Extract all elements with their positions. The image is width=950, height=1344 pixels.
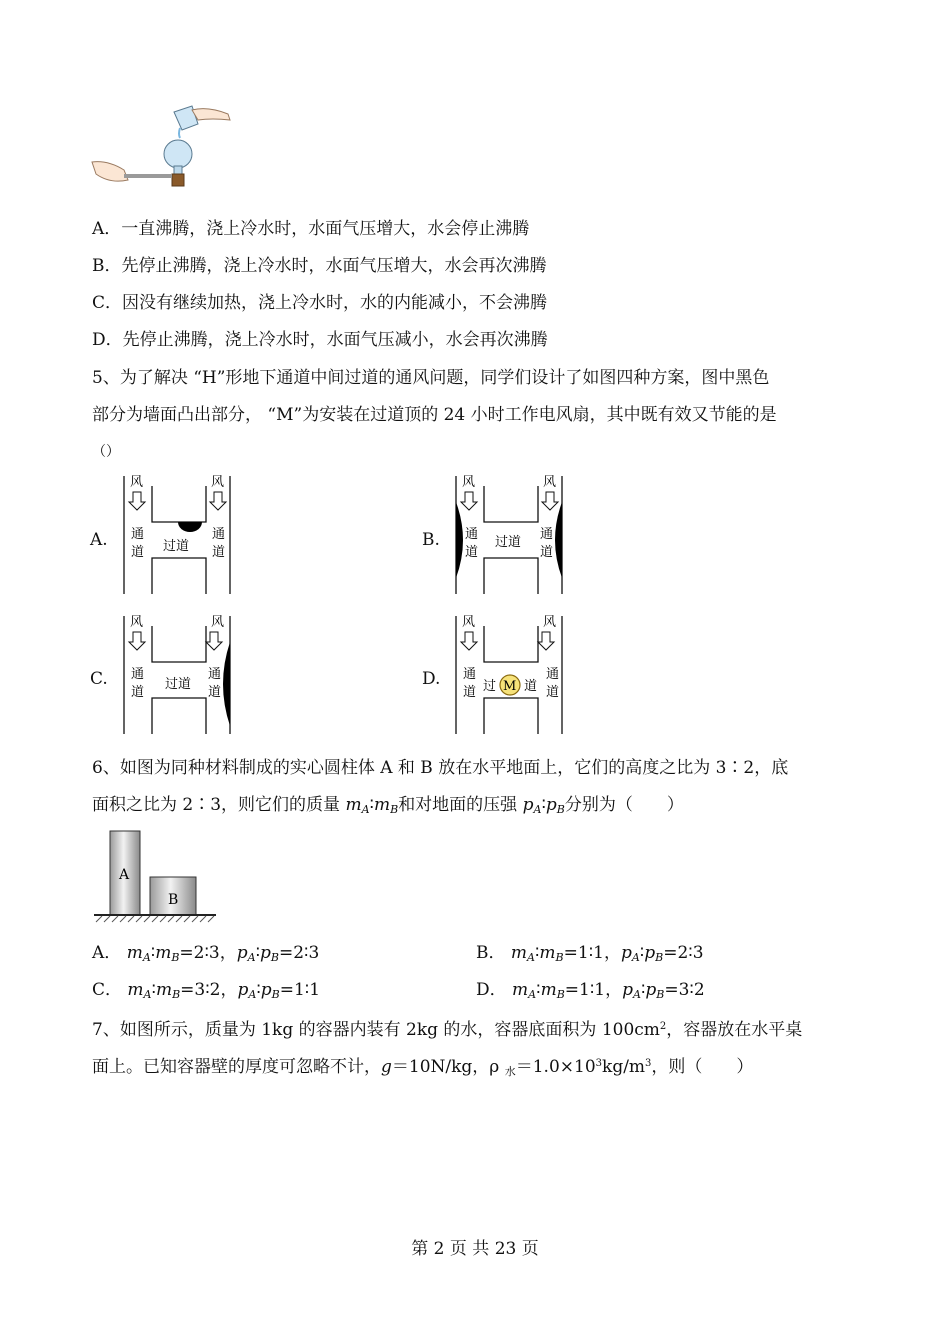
- svg-text:风: 风: [130, 615, 144, 630]
- q6-option-a: A． $m_A∶m_B=2∶3$，$p_A∶p_B=2∶3$: [92, 943, 320, 964]
- q4-option-b: B．先停止沸腾，浇上冷水时，水面气压增大，水会再次沸腾: [92, 256, 547, 276]
- svg-text:风: 风: [462, 615, 476, 630]
- q6-option-c: C． $m_A∶m_B=3∶2$，$p_A∶p_B=1∶1$: [92, 980, 321, 1001]
- svg-text:通: 通: [212, 527, 226, 542]
- svg-text:通: 通: [131, 667, 145, 682]
- q4-option-a: A．一直沸腾，浇上冷水时，水面气压增大，水会停止沸腾: [92, 219, 530, 239]
- q5-stem-line3: （）: [92, 444, 120, 460]
- q6-option-d: D． $m_A∶m_B=1∶1$，$p_A∶p_B=3∶2$: [476, 980, 705, 1001]
- q5-label-d: D.: [422, 669, 441, 689]
- svg-text:道: 道: [212, 545, 226, 560]
- svg-text:风: 风: [211, 615, 225, 630]
- q5-diagram-d: [450, 612, 570, 738]
- q5-diagram-b: [450, 472, 570, 598]
- q5-label-c: C.: [90, 669, 108, 689]
- q7-stem-line1: 7、如图所示，质量为 1kg 的容器内装有 2kg 的水，容器底面积为 $100cm^2$，容器放在水平桌: [92, 1020, 803, 1040]
- svg-text:道: 道: [208, 685, 222, 700]
- q6-option-b: B． $m_A∶m_B=1∶1$，$p_A∶p_B=2∶3$: [476, 943, 704, 964]
- q7-stem-line2: 面上。已知容器壁的厚度可忽略不计，g＝10N/kg，ρ $_水=1.0\times 10^3kg/m^3$，则（ ）: [92, 1057, 754, 1078]
- cylinder-a-label: A: [119, 867, 130, 883]
- svg-text:风: 风: [462, 475, 476, 490]
- svg-text:风: 风: [543, 475, 557, 490]
- wind-label-right: 风: [211, 475, 225, 490]
- svg-text:通: 通: [465, 527, 479, 542]
- svg-text:道: 道: [524, 679, 538, 694]
- q6-stem-line1: 6、如图为同种材料制成的实心圆柱体 A 和 B 放在水平地面上，它们的高度之比为 3∶2，底: [92, 758, 789, 778]
- svg-text:过道: 过道: [495, 535, 522, 550]
- fan-label: M: [503, 679, 517, 694]
- q5-diagram-c: [118, 612, 238, 738]
- svg-text:通: 通: [540, 527, 554, 542]
- svg-text:通: 通: [463, 667, 477, 682]
- svg-text:过: 过: [483, 679, 497, 694]
- wind-label-left: 风: [130, 475, 144, 490]
- q6-stem-line2: 面积之比为 2∶3，则它们的质量 $m_A∶m_B$和对地面的压强 $p_A∶p_B$分别为（ ）: [92, 795, 684, 816]
- svg-text:道: 道: [465, 545, 479, 560]
- q5-label-b: B.: [422, 530, 440, 550]
- svg-text:道: 道: [540, 545, 554, 560]
- q5-stem-line1: 5、为了解决 “H”形地下通道中间过道的通风问题，同学们设计了如图四种方案，图中黑色: [92, 368, 770, 388]
- q5-diagram-a: [118, 472, 238, 598]
- svg-text:通: 通: [208, 667, 222, 682]
- q6-cylinders-figure: [92, 828, 218, 928]
- svg-text:道: 道: [131, 545, 145, 560]
- svg-text:道: 道: [546, 685, 560, 700]
- svg-text:通: 通: [546, 667, 560, 682]
- svg-text:道: 道: [463, 685, 477, 700]
- q5-stem-line2: 部分为墙面凸出部分， “M”为安装在过道顶的 24 小时工作电风扇，其中既有效又节能的是: [92, 405, 777, 425]
- svg-text:道: 道: [131, 685, 145, 700]
- svg-text:过道: 过道: [165, 677, 192, 692]
- cylinder-b-label: B: [168, 892, 179, 908]
- flask-pouring-figure: [88, 100, 238, 196]
- q4-option-c: C．因没有继续加热，浇上冷水时，水的内能减小，不会沸腾: [92, 293, 548, 313]
- guodao-label: 过道: [163, 539, 190, 554]
- svg-text:通: 通: [131, 527, 145, 542]
- svg-text:风: 风: [543, 615, 557, 630]
- page-footer: 第 2 页 共 23 页: [411, 1239, 539, 1259]
- q5-label-a: A.: [90, 530, 108, 550]
- q4-option-d: D．先停止沸腾，浇上冷水时，水面气压减小，水会再次沸腾: [92, 330, 548, 350]
